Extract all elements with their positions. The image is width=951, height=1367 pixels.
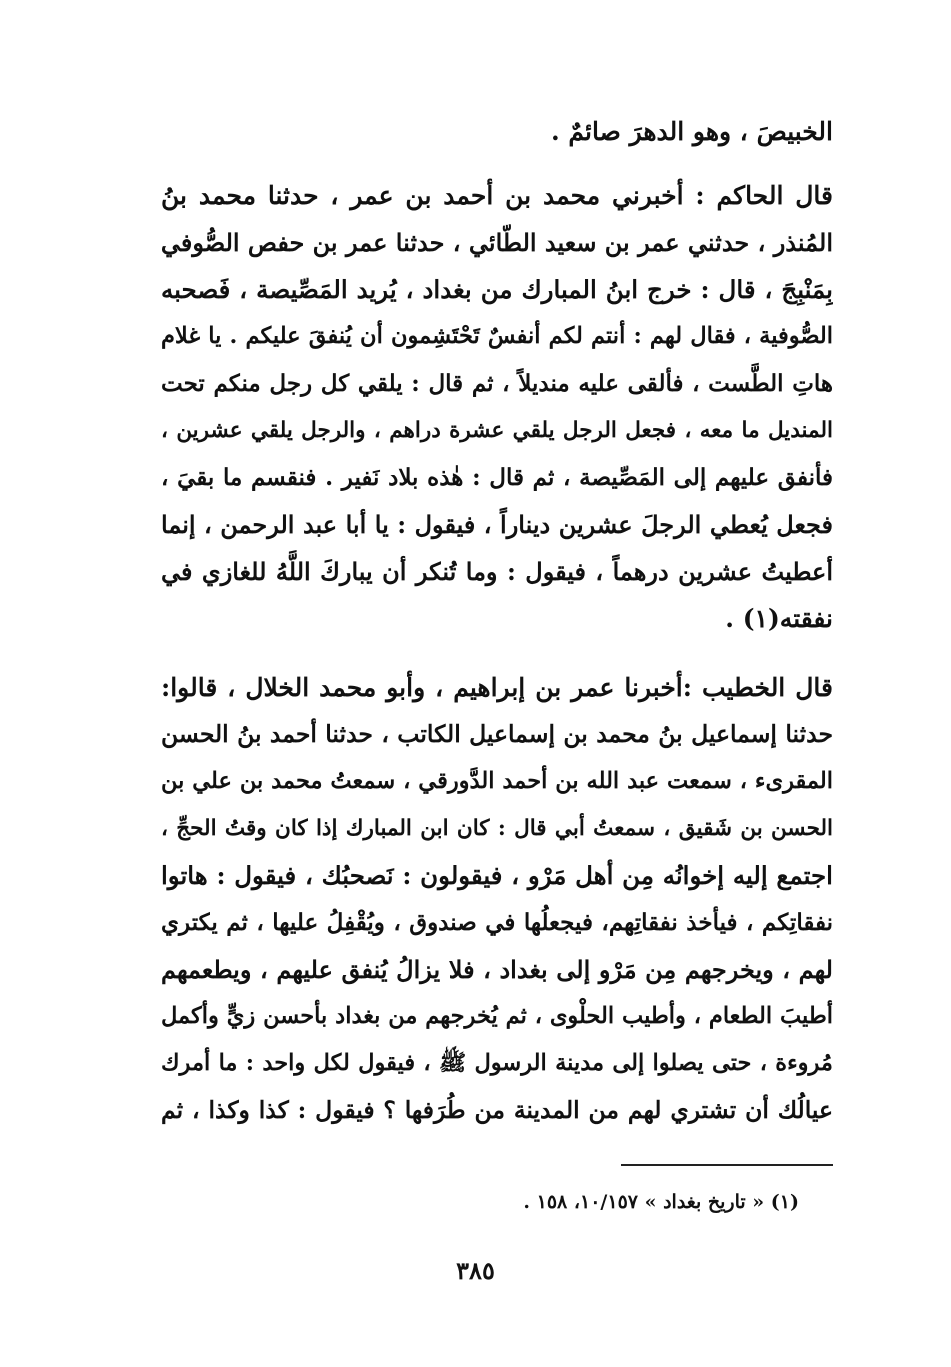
intro-line: الخبيصَ ، وهو الدهرَ صائمٌ .: [551, 117, 833, 146]
paragraph-line: اجتمع إليه إخوانُه مِن أهل مَرْو ، فيقولون : نَصحبُك ، فيقول : هاتوا: [161, 861, 833, 890]
footnote-divider: [621, 1164, 833, 1166]
paragraph-line: عيالُك أن تشتري لهم من المدينة من طُرَفها ؟ فيقول : كذا وكذا ، ثم: [161, 1096, 833, 1124]
page-number: ٣٨٥: [456, 1256, 495, 1285]
paragraph-line: حدثنا إسماعيل بنُ محمد بن إسماعيل الكاتب ، حدثنا أحمد بنُ الحسن: [161, 720, 833, 748]
paragraph-line: الحسن بن شَقيق ، سمعتُ أبي قال : كان ابن المبارك إذا كان وقتُ الحجِّ ،: [161, 816, 833, 841]
intro-line-block: [161, 108, 833, 155]
paragraph-line: المُنذر ، حدثني عمر بن سعيد الطّائي ، حدثنا عمر بن حفص الصُّوفي: [161, 228, 833, 257]
paragraph-line: فجعل يُعطي الرجلَ عشرين ديناراً ، فيقول : يا أبا عبد الرحمن ، إنما: [161, 510, 833, 539]
paragraph-line: قال الحاكم : أخبرني محمد بن أحمد بن عمر ، حدثنا محمد بنُ: [161, 181, 833, 210]
paragraph-line: المنديل ما معه ، فجعل الرجل يلقي عشرة دراهم ، والرجل يلقي عشرين ،: [161, 418, 833, 443]
paragraph-line: قال الخطيب :أخبرنا عمر بن إبراهيم ، وأبو محمد الخلال ، قالوا:: [161, 673, 833, 702]
paragraph-line: نفقته(١) .: [725, 604, 833, 633]
paragraph-line: فأنفق عليهم إلى المَصِّيصة ، ثم قال : هٰذه بلاد نَفير . فنقسم ما بقيَ ،: [161, 464, 833, 491]
paragraph-line: المقرىء ، سمعت عبد الله بن أحمد الدَّورقي ، سمعتُ محمد بن علي بن: [161, 768, 833, 794]
paragraph-line: أعطيتُ عشرين درهماً ، فيقول : وما تُنكر أن يباركَ اللَّهُ للغازي في: [161, 557, 833, 586]
paragraph-line: نفقاتِكم ، فيأخذ نفقاتِهم، فيجعلُها في صندوق ، ويُقْفِلُ عليها ، ثم يكتري: [161, 909, 833, 936]
paragraph-line: مُروءة ، حتى يصلوا إلى مدينة الرسول ﷺ ، فيقول لكل واحد : ما أمرك: [161, 1050, 833, 1076]
paragraph-line: هاتِ الطَّست ، فألقى عليه منديلاً ، ثم قال : يلقي كل رجل منكم تحت: [161, 370, 833, 397]
paragraph-line: أطيبَ الطعام ، وأطيب الحلْوى ، ثم يُخرجهم من بغداد بأحسن زيٍّ وأكمل: [161, 1003, 833, 1029]
footnote: (١) « تاريخ بغداد » ١٠/١٥٧، ١٥٨ .: [523, 1191, 799, 1213]
paragraph-2: [161, 664, 833, 1134]
paragraph-line: الصُّوفية ، فقال لهم : أنتم لكم أنفسٌ تَحْتَشِمون أن يُنفقَ عليكم . يا غلام: [161, 323, 833, 349]
paragraph-line: لهم ، ويخرجهم مِن مَرْو إلى بغداد ، فلا يزالُ يُنفق عليهم ، ويطعمهم: [161, 955, 833, 984]
paragraph-1: [161, 172, 833, 642]
paragraph-line: بِمَنْبِجَ ، قال : خرج ابنُ المبارك من بغداد ، يُريد المَصِّيصة ، فَصحبه: [161, 275, 833, 304]
